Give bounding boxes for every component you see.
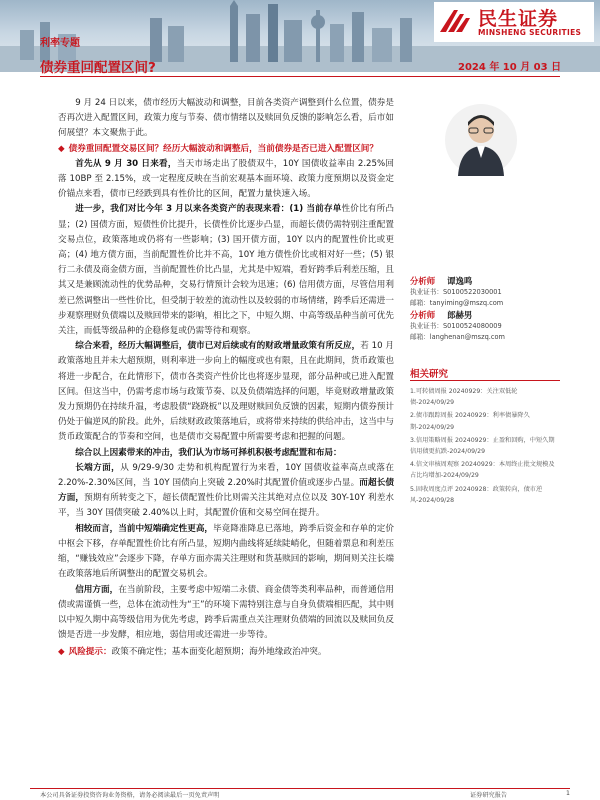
paragraph-930-body: 当天市场走出了股债双牛，10Y 国债收益率由 2.25%回落 10BP 至 2.15%，或一定程度反映在当前宏观基本面环境、政策力度预期以及资金定价锚点来看，债市已经跌到具有性价比的区间，配置力量快速入场。 bbox=[58, 158, 394, 200]
report-series: 利率专题 bbox=[40, 38, 80, 49]
analyst-1-mail-label: 邮箱： bbox=[410, 299, 430, 308]
company-logo bbox=[434, 2, 594, 42]
paragraph-930 bbox=[58, 157, 394, 203]
paragraph-conclusion-text: 综合以上因素带来的冲击，我们认为市场可择机积极考虑配置和布局： bbox=[75, 447, 342, 458]
analyst-1-cert: S0100522030001 bbox=[442, 288, 502, 297]
paragraph-credit bbox=[58, 583, 394, 644]
paragraph-credit-lead: 信用方面， bbox=[75, 584, 119, 595]
paragraph-short-end-lead: 相较而言，当前中短端确定性更高， bbox=[75, 523, 214, 534]
minsheng-logo-icon bbox=[438, 6, 472, 36]
related-research-title: 相关研究 bbox=[410, 369, 449, 380]
related-item[interactable]: 2.债市跟踪周报 20240929：利率债暴降久期-2024/09/29 bbox=[410, 412, 530, 431]
paragraph-summary bbox=[58, 339, 394, 445]
paragraph-short-end-body: 毕竟降准降息已落地，跨季后资金和存单的定价中枢会下移，存单配置性价比有所凸显，短期内曲线将延续陡峭化，但随着票息和利差压缩，“赚钱效应”会逐步下降，存单方面亦需关注理财和货基赎回的影响，期间则关注长端在政策落地后所调整出的配置交易机会。 bbox=[58, 523, 394, 580]
analyst-1-role: 分析师 bbox=[410, 276, 436, 286]
logo-english-name: MINSHENG SECURITIES bbox=[478, 28, 582, 37]
paragraph-asset-compare-lead: 进一步，我们对比今年 3 月以来各类资产的表现来看：(1) 当前存单 bbox=[75, 204, 342, 215]
paragraph-summary-lead: 综合来看，经历大幅调整后，债市已对后续或有的财政增量政策有所反应， bbox=[75, 341, 361, 352]
paragraph-ultra-long-body: 预期有所转变之下，超长债配置性价比则需关注其绝对点位以及 30Y-10Y 利差水平，当 30Y 国债突破 2.40%以上时，其配置价值和交易空间在提升。 bbox=[58, 493, 394, 519]
footer-doc-type: 证券研究报告 bbox=[470, 792, 508, 799]
paragraph-long-end-lead: 长端方面， bbox=[75, 462, 121, 473]
paragraph-summary-body: 若 10 月政策落地且并未大超预期，则利率进一步向上的幅度或也有限，且在此期间，货币政策也将进一步配合，在此情形下，债市各类资产性价比也将逐步显现，部分品种或已进入配置区间。但这当中，仍需考虑市场与政策节奏、以及负债端选择的问题，毕竟财政增量政策发力预期仍在持续升温，考虑股债“跷跷板”以及理财赎回负反馈的因素，短期内债券预计仍处于偏逆风的阶段。此外，后续财政政策落地后，或将带来持续的供给冲击，这当中与货币政策配合的节奏和空间，也是债市交易配置中所需要考虑和把握的问题。 bbox=[58, 341, 394, 443]
footer-disclaimer: 本公司具备证券投资咨询业务资格，请务必阅读最后一页免责声明 bbox=[40, 792, 220, 799]
paragraph-short-end bbox=[58, 522, 394, 583]
report-title: 债券重回配置区间? bbox=[40, 60, 156, 76]
section-question-text: 债券重回配置交易区间？经历大幅波动和调整后，当前债券是否已进入配置区间？ bbox=[68, 143, 378, 154]
related-item[interactable]: 5.固收周度点评 20240928：政策转向，债市逆风-2024/09/28 bbox=[410, 485, 543, 504]
related-research-list bbox=[410, 386, 560, 508]
analyst-1-email[interactable]: tanyiming@mszq.com bbox=[429, 299, 504, 308]
analyst-info bbox=[410, 276, 560, 343]
risk-text: 政策不确定性；基本面变化超预期；海外地缘政治冲突。 bbox=[111, 647, 327, 658]
report-date: 2024 年 10 月 03 日 bbox=[458, 62, 562, 73]
paragraph-credit-body: 在当前阶段，主要考虑中短端二永债、商金债等类利率品种，而普通信用债或需谨慎一些，总体在流动性为“王”的环境下需特别注意与自身负债端相匹配，其中则以中短久期中高等级信用为优先考虑，跨季后需重点关注理财负债端的回流以及赎回负反馈是否进一步发酵，相应地，弱信用或还需进一步等待。 bbox=[58, 584, 394, 641]
analyst-2-name: 郎赫男 bbox=[447, 309, 473, 320]
diamond-bullet-icon: ◆ bbox=[58, 647, 65, 658]
analyst-2 bbox=[410, 310, 560, 344]
paragraph-930-lead: 首先从 9 月 30 日来看， bbox=[75, 158, 177, 169]
risk-warning bbox=[58, 645, 394, 660]
paragraph-long-end bbox=[58, 461, 394, 522]
related-item[interactable]: 1.可转债周报 20240929：关注双低轮债-2024/09/29 bbox=[410, 388, 518, 407]
paragraph-conclusion bbox=[58, 446, 394, 461]
related-item[interactable]: 3.信用策略周报 20240929：止盈和回购，中短久期信用债更抗跌-2024/09/29 bbox=[410, 436, 555, 456]
diamond-bullet-icon: ◆ bbox=[58, 143, 65, 154]
intro-paragraph: 9 月 24 日以来，债市经历大幅波动和调整，目前各类资产调整到什么位置，债券是否再次进入配置区间，政策力度与节奏、债市情绪以及赎回负反馈的影响怎么看，后市如何展望？本文聚焦于此。 bbox=[58, 98, 394, 139]
paragraph-asset-compare-body: 性价比有所凸显；(2) 国债方面，短债性价比提升，长债性价比逐步凸显，而超长债仍需特别注重配置交易点位，政策落地或仍将有一些影响；(3) 国开债方面，10Y 以内的配置性价比或更高；(4) 地方债方面，当前配置性价比并不高，10Y 地方债性价比或相对好一些；(5) 银行二永债及商金债方面，当前配置性价比凸显，尤其是中短端，看好跨季后利差压缩，且其又是兼顾流动性的优势品种，交易行情预计会较为迅速；(6) 信用债方面，尽管信用利差已然调整出一些性价比，但受制于较差的流动性以及较弱的市场情绪，跨季后还需进一步观察理财负债端以及赎回带来的影响，相比之下，中短久期、中高等级品种当前可优先关注，而低等级品种的企稳修复或仍需等待和观察。 bbox=[58, 204, 394, 337]
analyst-2-role: 分析师 bbox=[410, 309, 436, 320]
related-divider bbox=[410, 380, 560, 381]
paragraph-long-end-body: 从 9/29-9/30 走势和机构配置行为来看，10Y 国债收益率高点或落在 2.20%-2.30%区间，当 10Y 国债向上突破 2.20%时其配置价值或逐步凸显。 bbox=[58, 462, 394, 489]
analyst-2-mail-label: 邮箱： bbox=[410, 333, 430, 342]
footer-divider bbox=[30, 788, 570, 789]
page-number: 1 bbox=[566, 790, 570, 797]
risk-label: 风险提示： bbox=[68, 647, 112, 658]
analyst-2-email[interactable]: langhenan@mszq.com bbox=[429, 333, 505, 342]
paragraph-ultra-long-lead: 而超长债方面， bbox=[58, 478, 394, 504]
analyst-2-cert: S0100524080009 bbox=[442, 321, 502, 330]
analyst-2-cert-label: 执业证书： bbox=[410, 321, 443, 330]
analyst-photo bbox=[444, 96, 518, 184]
analyst-1 bbox=[410, 276, 560, 310]
title-divider bbox=[40, 76, 560, 77]
logo-chinese-name: 民生证券 bbox=[478, 8, 559, 30]
analyst-1-cert-label: 执业证书： bbox=[410, 288, 443, 297]
section-question bbox=[58, 142, 394, 157]
analyst-1-name: 谭逸鸣 bbox=[447, 276, 473, 286]
related-item[interactable]: 4.信文审核周观察 20240929：本周终止批文规模及占比均增加-2024/09/29 bbox=[410, 461, 555, 480]
paragraph-asset-compare bbox=[58, 202, 394, 339]
report-body bbox=[58, 96, 394, 661]
